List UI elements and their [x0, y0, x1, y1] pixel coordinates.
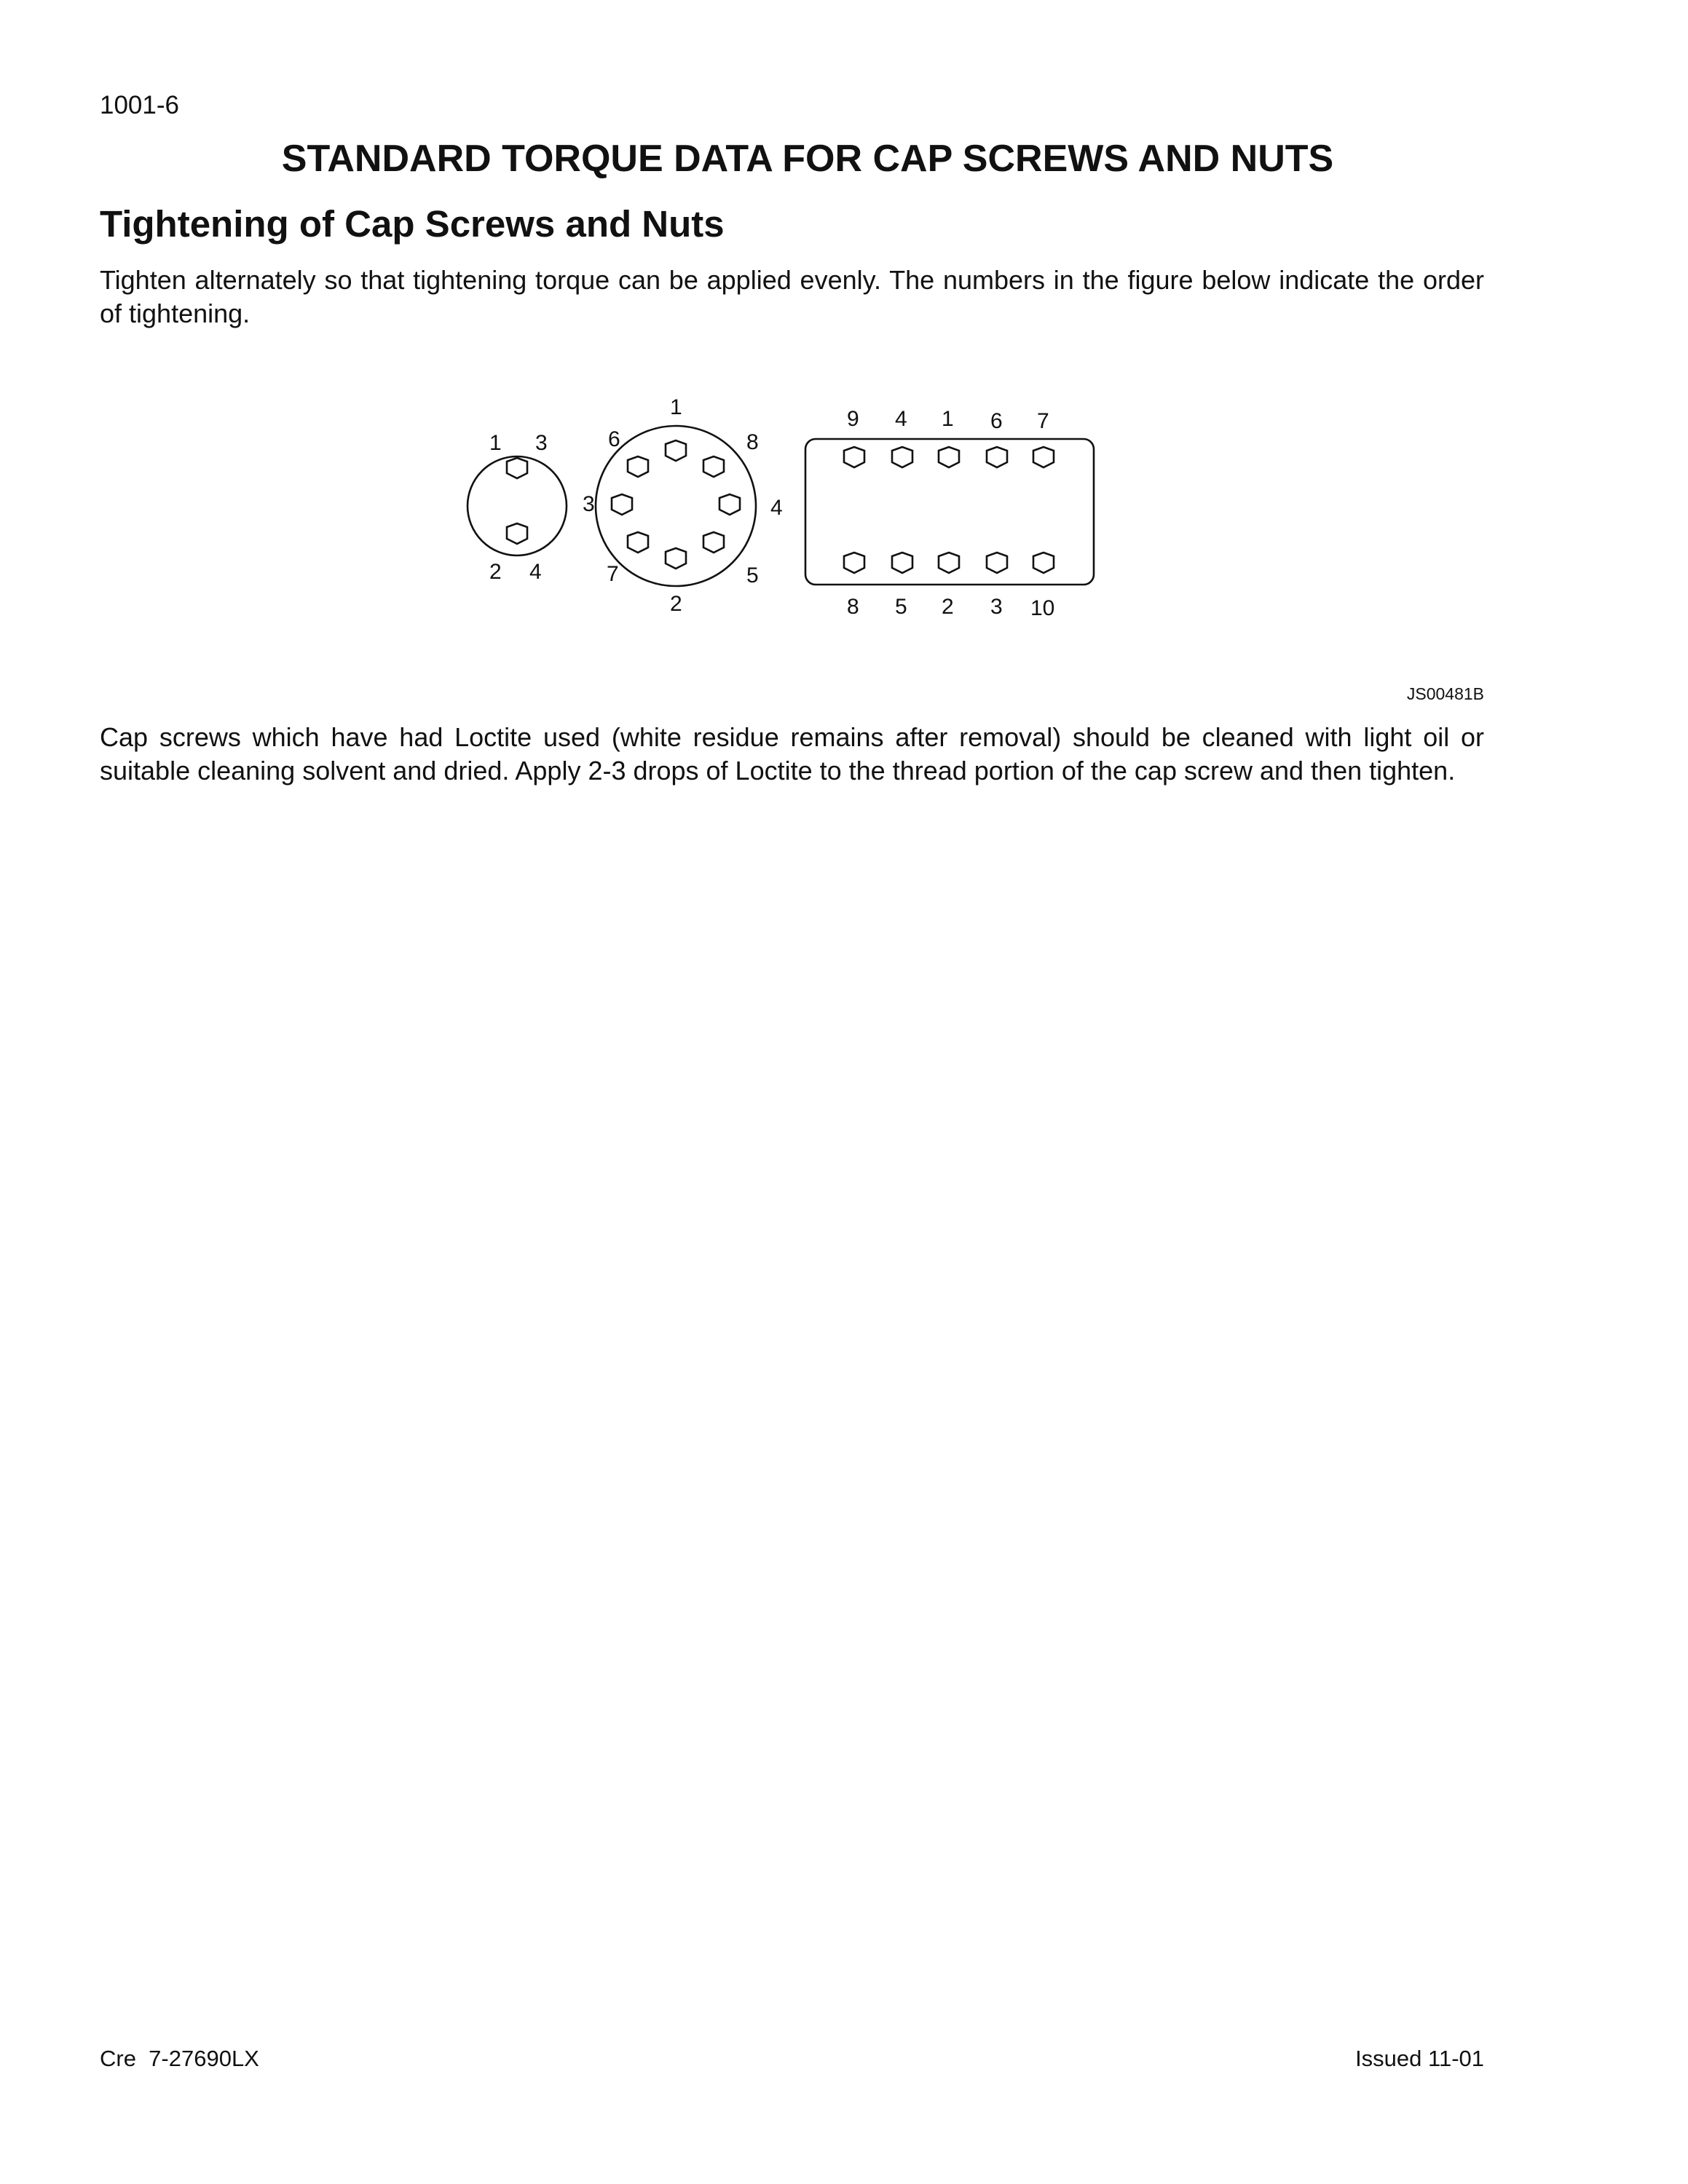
tightening-order-figure [451, 397, 1121, 633]
section-heading: Tightening of Cap Screws and Nuts [100, 203, 725, 245]
sequence-label: 10 [1030, 596, 1055, 620]
sequence-label: 3 [535, 431, 548, 455]
bolt-icon [1033, 447, 1054, 467]
bolt-icon [719, 494, 740, 515]
sequence-label: 3 [990, 595, 1003, 619]
bolt-icon [703, 456, 724, 477]
bolt-icon [987, 553, 1007, 573]
loctite-paragraph: Cap screws which have had Loctite used (white residue remains after removal) should be cleaned with light oil or suitable cleaning solvent and dried. Apply 2-3 drops of Loctite to the thread portion of the cap screw and then tighten. [100, 722, 1484, 786]
four-bolt-flange [468, 431, 567, 584]
sequence-label: 2 [489, 560, 502, 584]
sequence-label: 6 [608, 427, 620, 451]
sequence-label: 8 [746, 430, 759, 454]
sequence-label: 1 [942, 407, 954, 431]
sequence-label: 4 [770, 496, 783, 520]
sequence-label: 5 [895, 595, 907, 619]
bolt-icon [628, 456, 648, 477]
sequence-label: 2 [670, 592, 682, 616]
bolt-icon [507, 458, 527, 478]
bolt-icon [892, 553, 912, 573]
bolt-icon [507, 523, 527, 544]
figure-code: JS00481B [1406, 684, 1484, 703]
sequence-label: 3 [583, 492, 595, 516]
bolt-icon [666, 548, 686, 569]
sequence-label: 7 [1037, 409, 1049, 433]
bolt-icon [939, 553, 959, 573]
page-title: STANDARD TORQUE DATA FOR CAP SCREWS AND NUTS [281, 138, 1334, 180]
bolt-icon [628, 532, 648, 553]
sequence-label: 6 [990, 409, 1003, 433]
bolt-icon [1033, 553, 1054, 573]
eight-bolt-flange [583, 397, 783, 616]
sequence-label: 1 [670, 397, 682, 419]
sequence-label: 5 [746, 563, 759, 587]
bolt-icon [844, 447, 864, 467]
bolt-icon [987, 447, 1007, 467]
bolt-icon [612, 494, 632, 515]
page-number: 1001-6 [100, 91, 179, 119]
intro-paragraph: Tighten alternately so that tightening torque can be applied evenly. The numbers in the figure below indicate the order of tightening. [100, 265, 1484, 328]
bolt-icon [892, 447, 912, 467]
ten-bolt-cover [805, 407, 1094, 620]
sequence-label: 4 [529, 560, 542, 584]
sequence-label: 1 [489, 431, 502, 455]
bolt-icon [666, 440, 686, 461]
footer-issue-date: Issued 11-01 [1355, 2046, 1484, 2071]
bolt-icon [703, 532, 724, 553]
sequence-label: 8 [847, 595, 859, 619]
sequence-label: 7 [607, 562, 619, 586]
bolt-icon [939, 447, 959, 467]
bolt-icon [844, 553, 864, 573]
sequence-label: 4 [895, 407, 907, 431]
footer-document-code: Cre 7-27690LX [100, 2046, 259, 2071]
sequence-label: 2 [942, 595, 954, 619]
sequence-label: 9 [847, 407, 859, 431]
